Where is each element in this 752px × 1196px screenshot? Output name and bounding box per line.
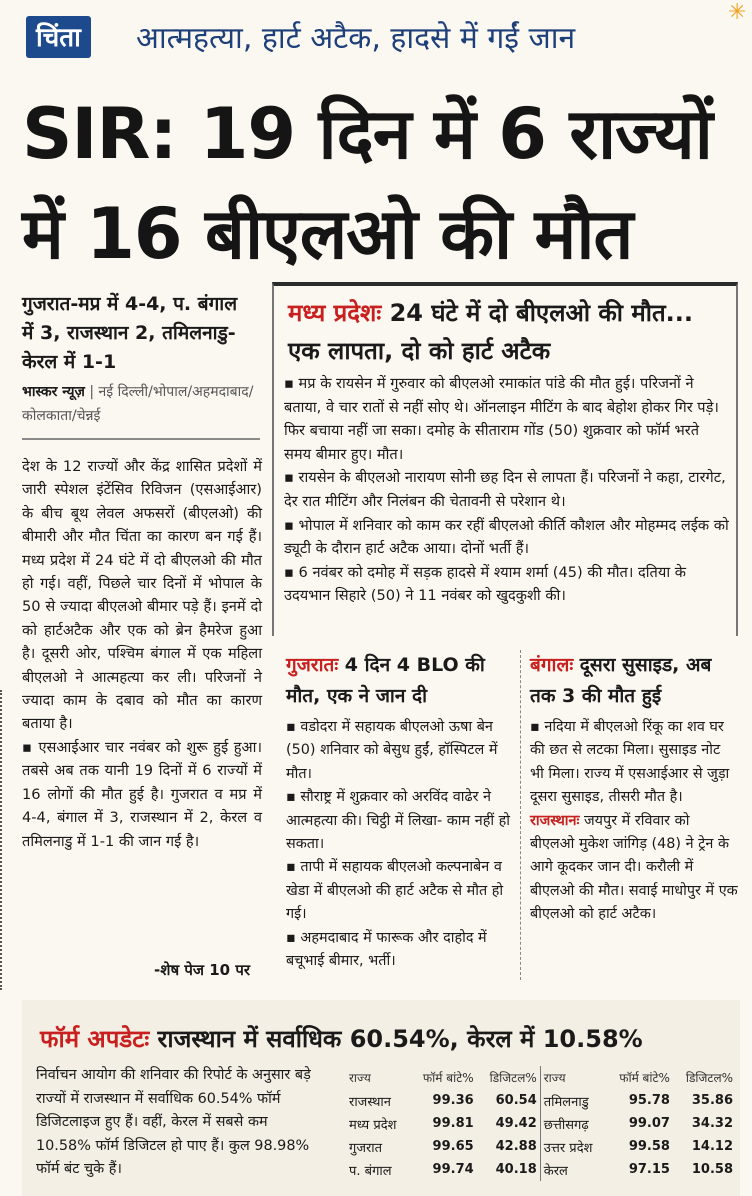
headline-line-2: में 16 बीएलओ की मौत <box>22 193 633 275</box>
bengal-body <box>530 716 738 927</box>
state-cell: तमिलनाडु <box>540 1089 605 1112</box>
byline-source: भास्कर न्यूज़ <box>22 384 85 400</box>
dist-cell: 99.74 <box>432 1162 474 1177</box>
kicker: आत्महत्या, हार्ट अटैक, हादसे में गईं जान <box>136 21 576 56</box>
state-cell: उत्तर प्रदेश <box>540 1135 605 1158</box>
mp-body <box>284 372 730 608</box>
form-update-text: निर्वाचन आयोग की शनिवार की रिपोर्ट के अनुसार बड़े राज्यों में राजस्थान में सर्वाधिक 60.54% फॉर्म डिजिटलाइज हुए हैं। वहीं, केरल में सबसे कम 10.58% फॉर्म डिजिटल हो पाए हैं। कुल 98.98% फॉर्म बंट चुके हैं। <box>36 1067 311 1178</box>
gujarat-para-2: ▪ सौराष्ट्र में शुक्रवार को अरविंद वाढेर ने आत्महत्या की। चिट्ठी में लिखा- काम नहीं हो सकता। <box>286 789 511 853</box>
table-row <box>346 1112 736 1135</box>
gujarat-label: गुजरातः <box>286 654 339 676</box>
left-para-1: देश के 12 राज्यों और केंद्र शासित प्रदेशों में जारी स्पेशल इंटेंसिव रिविजन (एसआईआर) के बीच बूथ लेवल अफसरों (बीएलओ) की बीमारी और मौत चिंता का कारण बन गई हैं। मध्य प्रदेश में 24 घंटे में दो बीएलओ की मौत हो गई। वहीं, पिछले चार दिनों में भोपाल के 50 से ज्यादा बीएलओ बीमार पड़े हैं। इनमें दो को हार्टअटैक और एक को ब्रेन हैमरेज हुआ है। दूसरी ओर, पश्चिम बंगाल में एक महिला बीएलओ ने आत्महत्या कर ली। परिजनों ने ज्यादा काम के दबाव को मौत का कारण बताया है। <box>22 458 262 733</box>
digi-cell: 10.58 <box>691 1162 733 1177</box>
byline-places: | नई दिल्ली/भोपाल/अहमदाबाद/कोलकाता/चेन्नई <box>22 384 254 424</box>
bengal-label: बंगालः <box>530 654 574 676</box>
dist-cell: 97.15 <box>628 1162 670 1177</box>
digi-cell: 60.54 <box>495 1093 537 1108</box>
digi-cell: 40.18 <box>495 1162 537 1177</box>
gujarat-para-1: ▪ वडोदरा में सहायक बीएलओ ऊषा बेन (50) शनिवार को बेसुध हुईं, हॉस्पिटल में मौत। <box>286 719 498 782</box>
state-cell: केरल <box>540 1158 605 1181</box>
mp-label: मध्य प्रदेशः <box>288 299 382 327</box>
state-cell: छत्तीसगढ़ <box>540 1112 605 1135</box>
bengal-para-1: ▪ नदिया में बीएलओ रिंकू का शव घर की छत से लटका मिला। सुसाइड नोट भी मिला। राज्य में एसआईआर से जुड़ा दूसरा सुसाइड, तीसरी मौत है। <box>530 719 730 806</box>
dist-cell: 99.58 <box>628 1139 670 1154</box>
col-state: राज्य <box>540 1066 605 1089</box>
digi-cell: 34.32 <box>691 1116 733 1131</box>
gutter-rule <box>0 690 6 990</box>
left-body <box>22 455 262 853</box>
byline <box>22 380 260 428</box>
gujarat-body <box>286 716 512 973</box>
digi-cell: 42.88 <box>495 1139 537 1154</box>
divider <box>22 438 260 440</box>
mp-para-3: ▪ भोपाल में शनिवार को काम कर रहीं बीएलओ कीर्ति कौशल और मोहम्मद लईक को ड्यूटी के दौरान हार्ट अटैक आया। दोनों भर्ती हैं। <box>284 516 729 558</box>
gujarat-para-4: ▪ अहमदाबाद में फारूक और दाहोद में बचूभाई बीमार, भर्ती। <box>286 929 487 970</box>
mp-title: 24 घंटे में दो बीएलओ की मौत... एक लापता, दो को हार्ट अटैक <box>288 299 693 365</box>
mp-heading <box>288 294 728 370</box>
headline-line-1: SIR: 19 दिन में 6 राज्यों <box>22 93 712 175</box>
col-dist: फॉर्म बांटे% <box>619 1071 670 1085</box>
section-badge: चिंता <box>26 16 91 58</box>
left-subhead: गुजरात-मप्र में 4-4, प. बंगाल में 3, राजस्थान 2, तमिलनाडु-केरल में 1-1 <box>22 293 238 373</box>
table-row <box>346 1158 736 1181</box>
column-separator <box>520 650 521 980</box>
dist-cell: 99.81 <box>432 1116 474 1131</box>
table-row <box>346 1089 736 1112</box>
state-cell: गुजरात <box>349 1140 383 1156</box>
form-update-heading <box>40 1022 643 1055</box>
left-para-2: ▪ एसआईआर चार नवंबर को शुरू हुई हुआ। तबसे अब तक यानी 19 दिनों में 6 राज्यों में 16 लोगों की मौत हुई है। गुजरात व मप्र में 4-4, बंगाल में 3, राजस्थान में 2, केरल व तमिलनाडु में 1-1 की जान गई है। <box>22 738 262 850</box>
rajasthan-para <box>530 810 738 927</box>
col-digi: डिजिटल% <box>685 1071 733 1085</box>
headline <box>22 84 712 284</box>
gujarat-title: 4 दिन 4 BLO की मौत, एक ने जान दी <box>286 654 485 707</box>
rajasthan-label: राजस्थानः <box>530 812 580 829</box>
col-dist: फॉर्म बांटे% <box>422 1071 474 1085</box>
dist-cell: 95.78 <box>628 1093 670 1108</box>
mp-para-4: ▪ 6 नवंबर को दमोह में सड़क हादसे में श्याम शर्मा (45) की मौत। दतिया के उदयभान सिहारे (50) ने 11 नवंबर को खुदकुशी की। <box>284 563 686 605</box>
form-stats-table <box>346 1066 736 1181</box>
col-digi: डिजिटल% <box>489 1071 537 1085</box>
table-row <box>346 1135 736 1158</box>
col-state: राज्य <box>349 1071 371 1085</box>
table-header <box>346 1066 736 1089</box>
mp-para-1: ▪ मप्र के रायसेन में गुरुवार को बीएलओ रमाकांत पांडे की मौत हुई। परिजनों ने बताया, वे चार रातों से नहीं सोए थे। ऑनलाइन मीटिंग के बाद बेहोश होकर गिर पड़े। फिर बचाया नहीं जा सका। दमोह के सीताराम गोंड (50) शुक्रवार को फॉर्म भरते समय बीमार हुए। मौत। <box>284 375 719 463</box>
bengal-heading <box>530 650 740 712</box>
state-cell: मध्य प्रदेश <box>349 1117 397 1133</box>
continued-link: -शेष पेज 10 पर <box>154 961 250 979</box>
digi-cell: 35.86 <box>691 1093 733 1108</box>
state-cell: प. बंगाल <box>349 1163 392 1179</box>
gujarat-para-3: ▪ तापी में सहायक बीएलओ कल्पनाबेन व खेडा में बीएलओ की हार्ट अटैक से मौत हो गई। <box>286 859 504 923</box>
digi-cell: 49.42 <box>495 1116 537 1131</box>
bengal-title: दूसरा सुसाइड, अब तक 3 की मौत हुई <box>530 654 712 707</box>
form-update-title: राजस्थान में सर्वाधिक 60.54%, केरल में 10.58% <box>149 1025 643 1053</box>
dist-cell: 99.36 <box>432 1093 474 1108</box>
state-cell: राजस्थान <box>349 1094 392 1110</box>
mp-para-2: ▪ रायसेन के बीएलओ नारायण सोनी छह दिन से लापता हैं। परिजनों ने कहा, टारगेट, देर रात मीटिंग और निलंबन की चेतावनी से परेशान थे। <box>284 469 726 510</box>
dist-cell: 99.07 <box>628 1116 670 1131</box>
gujarat-heading <box>286 650 514 712</box>
sun-icon: ✳ <box>728 0 747 25</box>
form-update-label: फॉर्म अपडेटः <box>40 1025 150 1053</box>
dist-cell: 99.65 <box>432 1139 474 1154</box>
digi-cell: 14.12 <box>691 1139 733 1154</box>
rajasthan-text: जयपुर में रविवार को बीएलओ मुकेश जांगिड़ (48) ने ट्रेन के आगे कूदकर जान दी। करौली में बीएलओ की मौत। सवाई माधोपुर में एक बीएलओ को हार्ट अटैक। <box>530 812 738 923</box>
